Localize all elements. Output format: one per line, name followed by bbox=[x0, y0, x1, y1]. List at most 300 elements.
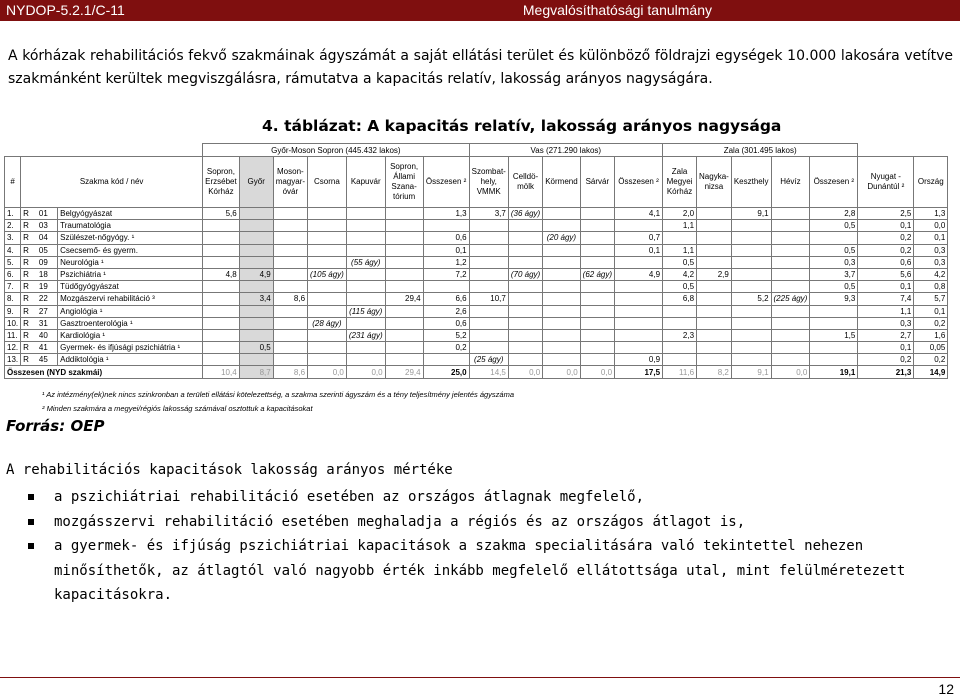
row-number: 12. bbox=[5, 342, 21, 354]
cell-value bbox=[385, 208, 423, 220]
cell-value bbox=[308, 256, 347, 268]
cell-value bbox=[543, 268, 580, 280]
table-row bbox=[5, 317, 948, 329]
cell-value bbox=[385, 354, 423, 366]
cell-value bbox=[346, 220, 385, 232]
cell-value bbox=[663, 305, 697, 317]
bullet-item: mozgásszervi rehabilitáció esetében meghaladja a régiós és az országos átlagot is, bbox=[28, 510, 948, 535]
cell-value: 0,3 bbox=[914, 256, 948, 268]
group-vas: Vas (271.290 lakos) bbox=[469, 144, 662, 157]
cell-value bbox=[385, 329, 423, 341]
cell-value bbox=[731, 244, 771, 256]
total-value: 0,0 bbox=[308, 366, 347, 378]
cell-value bbox=[508, 317, 542, 329]
bullet-icon bbox=[28, 519, 34, 525]
cell-value: 0,5 bbox=[810, 244, 858, 256]
cell-value bbox=[308, 220, 347, 232]
cell-value bbox=[508, 244, 542, 256]
table-row bbox=[5, 220, 948, 232]
cell-value: 3,7 bbox=[810, 268, 858, 280]
cell-value bbox=[239, 208, 273, 220]
cell-value bbox=[239, 317, 273, 329]
total-value: 0,0 bbox=[580, 366, 614, 378]
cell-value: 2,6 bbox=[423, 305, 469, 317]
cell-value: 1,2 bbox=[423, 256, 469, 268]
table-row bbox=[5, 329, 948, 341]
cell-value: 4,9 bbox=[615, 268, 663, 280]
cell-value: 0,2 bbox=[858, 354, 914, 366]
cell-value bbox=[543, 317, 580, 329]
cell-value bbox=[508, 354, 542, 366]
cell-value bbox=[697, 342, 732, 354]
cell-value: 0,7 bbox=[615, 232, 663, 244]
cell-value bbox=[469, 232, 508, 244]
cell-value bbox=[697, 232, 732, 244]
total-value: 10,4 bbox=[203, 366, 240, 378]
cell-value: (36 ágy) bbox=[508, 208, 542, 220]
cell-value bbox=[697, 305, 732, 317]
table-row bbox=[5, 354, 948, 366]
row-number: 5. bbox=[5, 256, 21, 268]
col-header: Nyugat - Dunántúl ² bbox=[858, 157, 914, 208]
cell-value bbox=[273, 268, 307, 280]
cell-value bbox=[273, 342, 307, 354]
table-row bbox=[5, 281, 948, 293]
cell-value: 4,9 bbox=[239, 268, 273, 280]
cell-value bbox=[810, 232, 858, 244]
total-value: 9,1 bbox=[731, 366, 771, 378]
cell-value bbox=[308, 329, 347, 341]
col-header: Sopron, Erzsébet Kórház bbox=[203, 157, 240, 208]
row-name: Tüdőgyógyászat bbox=[58, 281, 203, 293]
cell-value bbox=[469, 268, 508, 280]
cell-value: 0,1 bbox=[914, 305, 948, 317]
cell-value bbox=[346, 342, 385, 354]
cell-value bbox=[203, 232, 240, 244]
cell-value bbox=[239, 354, 273, 366]
row-name: Addiktológia ¹ bbox=[58, 354, 203, 366]
total-value: 8,6 bbox=[273, 366, 307, 378]
page-number: 12 bbox=[938, 681, 954, 697]
row-code: R 01 bbox=[21, 208, 58, 220]
cell-value bbox=[543, 281, 580, 293]
cell-value bbox=[663, 354, 697, 366]
row-number: 8. bbox=[5, 293, 21, 305]
cell-value: 5,2 bbox=[423, 329, 469, 341]
row-number: 13. bbox=[5, 354, 21, 366]
cell-value bbox=[273, 208, 307, 220]
bullet-icon bbox=[28, 543, 34, 549]
total-value: 25,0 bbox=[423, 366, 469, 378]
row-code: R 22 bbox=[21, 293, 58, 305]
row-name: Belgyógyászat bbox=[58, 208, 203, 220]
cell-value bbox=[615, 256, 663, 268]
cell-value bbox=[731, 220, 771, 232]
col-header: Hévíz bbox=[771, 157, 810, 208]
cell-value bbox=[346, 208, 385, 220]
cell-value: (225 ágy) bbox=[771, 293, 810, 305]
cell-value: 1,5 bbox=[810, 329, 858, 341]
cell-value: 2,9 bbox=[697, 268, 732, 280]
cell-value bbox=[771, 208, 810, 220]
row-name: Gasztroenterológia ¹ bbox=[58, 317, 203, 329]
cell-value bbox=[203, 281, 240, 293]
col-header: Kapuvár bbox=[346, 157, 385, 208]
cell-value bbox=[615, 329, 663, 341]
cell-value: (20 ágy) bbox=[543, 232, 580, 244]
cell-value: 0,2 bbox=[423, 342, 469, 354]
cell-value bbox=[697, 256, 732, 268]
cell-value bbox=[423, 220, 469, 232]
row-code: R 18 bbox=[21, 268, 58, 280]
cell-value bbox=[697, 329, 732, 341]
cell-value bbox=[508, 342, 542, 354]
cell-value: 0,1 bbox=[615, 244, 663, 256]
cell-value: 0,0 bbox=[914, 220, 948, 232]
row-number: 7. bbox=[5, 281, 21, 293]
row-code: R 05 bbox=[21, 244, 58, 256]
cell-value: 0,2 bbox=[858, 232, 914, 244]
cell-value bbox=[580, 342, 614, 354]
cell-value bbox=[308, 354, 347, 366]
cell-value bbox=[580, 244, 614, 256]
cell-value bbox=[771, 244, 810, 256]
cell-value bbox=[543, 208, 580, 220]
cell-value: 4,2 bbox=[914, 268, 948, 280]
cell-value bbox=[273, 220, 307, 232]
cell-value: 5,6 bbox=[203, 208, 240, 220]
cell-value bbox=[731, 342, 771, 354]
row-number: 1. bbox=[5, 208, 21, 220]
cell-value bbox=[580, 317, 614, 329]
cell-value bbox=[469, 244, 508, 256]
cell-value bbox=[308, 232, 347, 244]
cell-value: 2,5 bbox=[858, 208, 914, 220]
cell-value bbox=[615, 220, 663, 232]
cell-value bbox=[697, 244, 732, 256]
row-name: Traumatológia bbox=[58, 220, 203, 232]
cell-value bbox=[239, 281, 273, 293]
cell-value: 4,2 bbox=[663, 268, 697, 280]
cell-value bbox=[239, 232, 273, 244]
cell-value bbox=[697, 354, 732, 366]
group-gyor: Győr-Moson Sopron (445.432 lakos) bbox=[203, 144, 469, 157]
bullet-item: a gyermek- és ifjúság pszichiátriai kapacitások a szakma specialitására való tekintettel nehezen minősíthetők, az átlagtól való nagyobb érték inkább megfelelő ellátottsága utal, mint felülméretezett kapacitásokra. bbox=[28, 534, 948, 608]
table-row bbox=[5, 293, 948, 305]
cell-value bbox=[580, 208, 614, 220]
cell-value bbox=[543, 256, 580, 268]
cell-value bbox=[663, 342, 697, 354]
cell-value bbox=[508, 281, 542, 293]
col-hash: # bbox=[5, 157, 21, 208]
cell-value bbox=[771, 232, 810, 244]
cell-value bbox=[273, 256, 307, 268]
cell-value bbox=[771, 354, 810, 366]
cell-value bbox=[697, 281, 732, 293]
cell-value bbox=[663, 317, 697, 329]
cell-value: 0,3 bbox=[858, 317, 914, 329]
col-header: Sopron, Állami Szana-tórium bbox=[385, 157, 423, 208]
cell-value bbox=[308, 208, 347, 220]
col-header: Ország bbox=[914, 157, 948, 208]
cell-value bbox=[731, 268, 771, 280]
footnote-1: ¹ Az intézmény(ek)nek nincs szinkronban a területi ellátási kötelezettség, a szakma szerinti ágyszám és a tény teljesítmény jelentés ágyszáma bbox=[42, 390, 515, 399]
cell-value: 0,2 bbox=[914, 354, 948, 366]
row-number: 10. bbox=[5, 317, 21, 329]
cell-value bbox=[543, 305, 580, 317]
col-header: Moson-magyar-óvár bbox=[273, 157, 307, 208]
cell-value bbox=[580, 354, 614, 366]
cell-value: (231 ágy) bbox=[346, 329, 385, 341]
cell-value: (28 ágy) bbox=[308, 317, 347, 329]
header-doc-code: NYDOP-5.2.1/C-11 bbox=[6, 2, 125, 18]
cell-value: 0,6 bbox=[423, 317, 469, 329]
cell-value bbox=[346, 354, 385, 366]
cell-value bbox=[810, 354, 858, 366]
table-row bbox=[5, 208, 948, 220]
cell-value bbox=[203, 305, 240, 317]
cell-value bbox=[543, 220, 580, 232]
row-name: Gyermek- és ifjúsági pszichiátria ¹ bbox=[58, 342, 203, 354]
cell-value: 0,5 bbox=[810, 281, 858, 293]
cell-value bbox=[203, 256, 240, 268]
bullet-item: a pszichiátriai rehabilitáció esetében az országos átlagnak megfelelő, bbox=[28, 485, 948, 510]
cell-value: 3,7 bbox=[469, 208, 508, 220]
cell-value bbox=[543, 244, 580, 256]
row-name: Angiológia ¹ bbox=[58, 305, 203, 317]
cell-value bbox=[508, 329, 542, 341]
cell-value bbox=[346, 232, 385, 244]
cell-value bbox=[697, 293, 732, 305]
table-row bbox=[5, 305, 948, 317]
cell-value bbox=[469, 281, 508, 293]
cell-value bbox=[771, 342, 810, 354]
cell-value bbox=[508, 293, 542, 305]
bullet-list bbox=[28, 485, 948, 608]
row-number: 3. bbox=[5, 232, 21, 244]
cell-value: 29,4 bbox=[385, 293, 423, 305]
cell-value: 5,6 bbox=[858, 268, 914, 280]
cell-value bbox=[810, 317, 858, 329]
cell-value bbox=[580, 281, 614, 293]
total-value: 8,7 bbox=[239, 366, 273, 378]
cell-value: 0,3 bbox=[810, 256, 858, 268]
cell-value: 2,0 bbox=[663, 208, 697, 220]
cell-value bbox=[810, 305, 858, 317]
col-header: Zala Megyei Kórház bbox=[663, 157, 697, 208]
cell-value: 4,8 bbox=[203, 268, 240, 280]
cell-value: 0,8 bbox=[914, 281, 948, 293]
cell-value: 0,9 bbox=[615, 354, 663, 366]
cell-value: 8,6 bbox=[273, 293, 307, 305]
cell-value bbox=[273, 305, 307, 317]
cell-value bbox=[580, 220, 614, 232]
cell-value: 6,6 bbox=[423, 293, 469, 305]
cell-value bbox=[469, 256, 508, 268]
cell-value: 0,6 bbox=[423, 232, 469, 244]
row-code: R 19 bbox=[21, 281, 58, 293]
cell-value: 0,6 bbox=[858, 256, 914, 268]
cell-value bbox=[273, 354, 307, 366]
cell-value: 0,1 bbox=[858, 220, 914, 232]
table-row bbox=[5, 256, 948, 268]
cell-value: 3,4 bbox=[239, 293, 273, 305]
cell-value: 0,2 bbox=[914, 317, 948, 329]
total-value: 0,0 bbox=[346, 366, 385, 378]
cell-value: 0,5 bbox=[810, 220, 858, 232]
cell-value bbox=[771, 305, 810, 317]
cell-value: 9,1 bbox=[731, 208, 771, 220]
cell-value: 2,7 bbox=[858, 329, 914, 341]
cell-value: 6,8 bbox=[663, 293, 697, 305]
cell-value: 1,1 bbox=[663, 244, 697, 256]
row-name: Neurológia ¹ bbox=[58, 256, 203, 268]
rehab-heading: A rehabilitációs kapacitások lakosság arányos mértéke bbox=[6, 462, 453, 478]
cell-value bbox=[771, 281, 810, 293]
total-value: 19,1 bbox=[810, 366, 858, 378]
cell-value: (70 ágy) bbox=[508, 268, 542, 280]
table-row bbox=[5, 232, 948, 244]
table-row bbox=[5, 268, 948, 280]
total-value: 0,0 bbox=[771, 366, 810, 378]
cell-value bbox=[469, 342, 508, 354]
cell-value: (25 ágy) bbox=[469, 354, 508, 366]
cell-value: 0,2 bbox=[858, 244, 914, 256]
total-value: 21,3 bbox=[858, 366, 914, 378]
cell-value bbox=[508, 220, 542, 232]
table-row bbox=[5, 342, 948, 354]
cell-value: 0,05 bbox=[914, 342, 948, 354]
cell-value: 9,3 bbox=[810, 293, 858, 305]
cell-value bbox=[697, 317, 732, 329]
cell-value bbox=[508, 305, 542, 317]
row-number: 9. bbox=[5, 305, 21, 317]
cell-value bbox=[273, 232, 307, 244]
col-header: Nagyka-nizsa bbox=[697, 157, 732, 208]
cell-value bbox=[346, 317, 385, 329]
cell-value: 1,1 bbox=[858, 305, 914, 317]
footer-divider bbox=[0, 677, 960, 678]
row-code: R 45 bbox=[21, 354, 58, 366]
cell-value: 4,1 bbox=[615, 208, 663, 220]
cell-value bbox=[308, 244, 347, 256]
cell-value bbox=[423, 281, 469, 293]
document-header bbox=[0, 0, 960, 21]
cell-value bbox=[543, 329, 580, 341]
cell-value bbox=[385, 256, 423, 268]
row-number: 6. bbox=[5, 268, 21, 280]
cell-value bbox=[469, 317, 508, 329]
cell-value: 0,1 bbox=[858, 281, 914, 293]
row-code: R 41 bbox=[21, 342, 58, 354]
cell-value: 2,8 bbox=[810, 208, 858, 220]
total-value: 14,5 bbox=[469, 366, 508, 378]
cell-value bbox=[239, 305, 273, 317]
cell-value bbox=[346, 244, 385, 256]
cell-value bbox=[580, 256, 614, 268]
total-value: 0,0 bbox=[543, 366, 580, 378]
col-header: Összesen ² bbox=[615, 157, 663, 208]
col-header: Celldö-mölk bbox=[508, 157, 542, 208]
row-code: R 31 bbox=[21, 317, 58, 329]
cell-value bbox=[771, 329, 810, 341]
row-name: Csecsemő- és gyerm. bbox=[58, 244, 203, 256]
footnote-2: ² Minden szakmára a megyei/régiós lakosság számával osztottuk a kapacitásokat bbox=[42, 404, 313, 413]
row-number: 11. bbox=[5, 329, 21, 341]
cell-value bbox=[203, 244, 240, 256]
row-code: R 40 bbox=[21, 329, 58, 341]
group-zala: Zala (301.495 lakos) bbox=[663, 144, 858, 157]
cell-value bbox=[731, 305, 771, 317]
cell-value: 0,1 bbox=[423, 244, 469, 256]
cell-value bbox=[239, 220, 273, 232]
row-number: 2. bbox=[5, 220, 21, 232]
cell-value bbox=[346, 268, 385, 280]
cell-value bbox=[385, 305, 423, 317]
cell-value bbox=[615, 317, 663, 329]
cell-value: 2,3 bbox=[663, 329, 697, 341]
table-title: 4. táblázat: A kapacitás relatív, lakosság arányos nagysága bbox=[262, 117, 782, 135]
cell-value bbox=[273, 329, 307, 341]
col-header: Győr bbox=[239, 157, 273, 208]
cell-value bbox=[203, 317, 240, 329]
total-value: 29,4 bbox=[385, 366, 423, 378]
col-header: Összesen ² bbox=[810, 157, 858, 208]
cell-value: (55 ágy) bbox=[346, 256, 385, 268]
total-value: 0,0 bbox=[508, 366, 542, 378]
cell-value bbox=[810, 342, 858, 354]
cell-value bbox=[731, 317, 771, 329]
cell-value bbox=[615, 342, 663, 354]
total-value: 14,9 bbox=[914, 366, 948, 378]
row-number: 4. bbox=[5, 244, 21, 256]
cell-value bbox=[385, 281, 423, 293]
col-header: Szombat-hely, VMMK bbox=[469, 157, 508, 208]
cell-value bbox=[273, 244, 307, 256]
row-code: R 27 bbox=[21, 305, 58, 317]
intro-paragraph: A kórházak rehabilitációs fekvő szakmáinak ágyszámát a saját ellátási terület és különböző földrajzi egységek 10.000 lakosára vetítve szakmánként kerültek megviszgálásra, rámutatva a kapacitás relatív, lakosság arányos nagyságára. bbox=[8, 48, 953, 87]
cell-value bbox=[731, 232, 771, 244]
cell-value bbox=[663, 232, 697, 244]
cell-value bbox=[308, 293, 347, 305]
cell-value bbox=[697, 220, 732, 232]
cell-value: 5,7 bbox=[914, 293, 948, 305]
source-label: Forrás: OEP bbox=[6, 417, 105, 435]
row-name: Szülészet-nőgyógy. ¹ bbox=[58, 232, 203, 244]
col-szakma: Szakma kód / név bbox=[21, 157, 203, 208]
row-name: Pszichiátria ¹ bbox=[58, 268, 203, 280]
cell-value: 0,5 bbox=[239, 342, 273, 354]
cell-value bbox=[615, 293, 663, 305]
cell-value: 0,5 bbox=[663, 281, 697, 293]
cell-value bbox=[580, 293, 614, 305]
cell-value bbox=[543, 354, 580, 366]
capacity-table bbox=[4, 143, 948, 379]
cell-value bbox=[731, 354, 771, 366]
col-header: Sárvár bbox=[580, 157, 614, 208]
cell-value bbox=[203, 342, 240, 354]
cell-value bbox=[385, 220, 423, 232]
cell-value bbox=[385, 317, 423, 329]
cell-value: (115 ágy) bbox=[346, 305, 385, 317]
col-header: Körmend bbox=[543, 157, 580, 208]
total-value: 11,6 bbox=[663, 366, 697, 378]
cell-value: 1,6 bbox=[914, 329, 948, 341]
cell-value: 10,7 bbox=[469, 293, 508, 305]
total-row bbox=[5, 366, 948, 378]
cell-value bbox=[731, 256, 771, 268]
cell-value bbox=[615, 305, 663, 317]
